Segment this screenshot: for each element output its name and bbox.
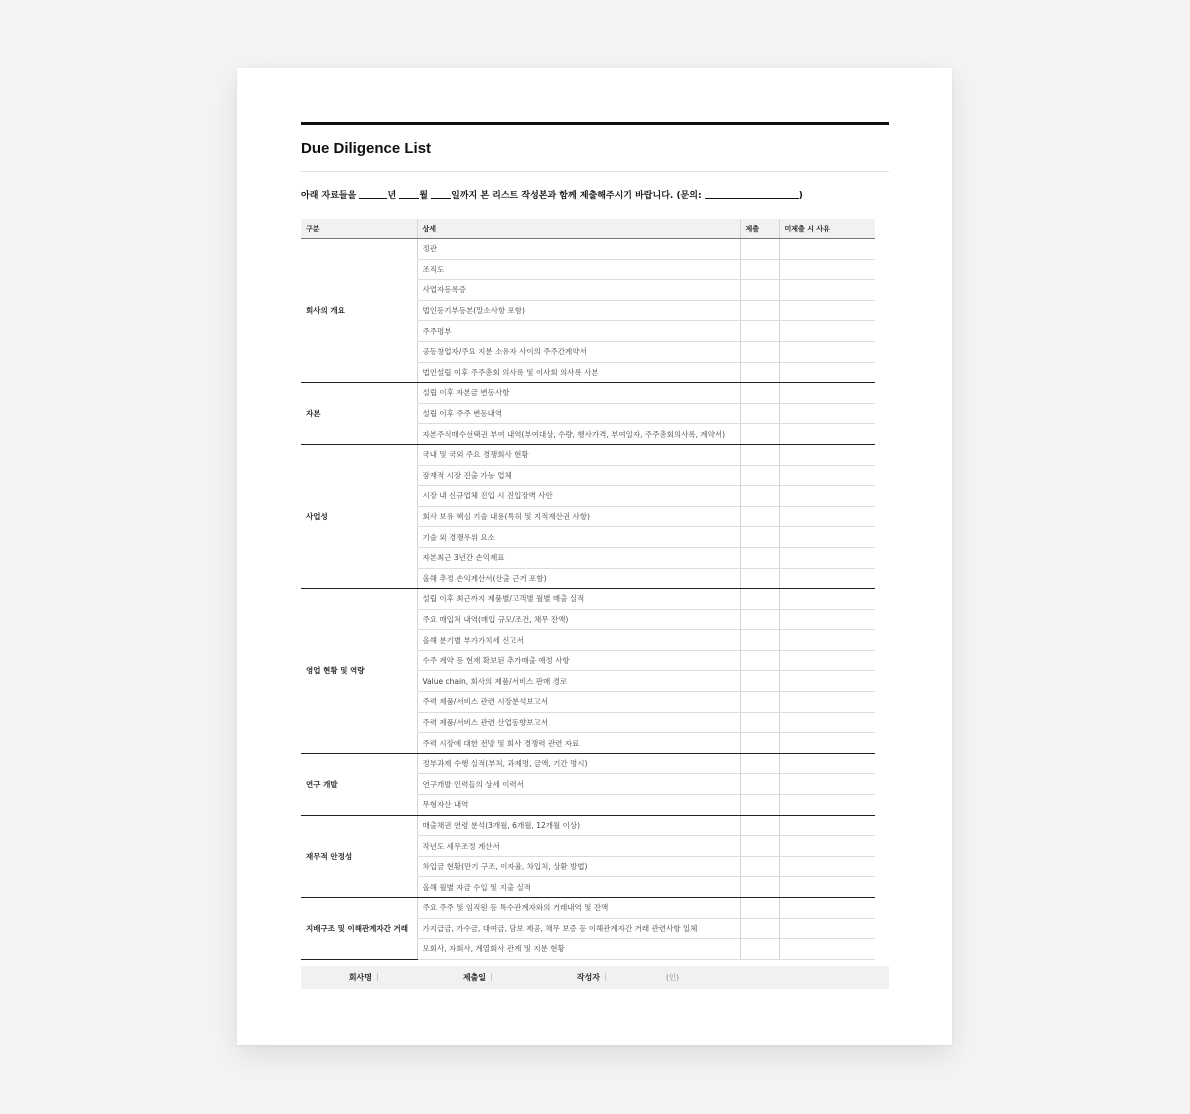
title-divider bbox=[301, 171, 889, 172]
submitted-cell[interactable] bbox=[740, 239, 779, 260]
detail-cell: 시장 내 신규업체 진입 시 진입장벽 사안 bbox=[417, 486, 740, 507]
checklist-table bbox=[301, 219, 875, 960]
reason-cell[interactable] bbox=[779, 527, 875, 548]
submitted-cell[interactable] bbox=[740, 444, 779, 465]
header-detail: 상세 bbox=[417, 219, 740, 239]
top-rule bbox=[301, 122, 889, 125]
reason-cell[interactable] bbox=[779, 547, 875, 568]
submitted-cell[interactable] bbox=[740, 527, 779, 548]
author-label: 작성자 bbox=[576, 972, 600, 982]
detail-cell: 주력 제품/서비스 관련 시장분석보고서 bbox=[417, 692, 740, 713]
reason-cell[interactable] bbox=[779, 877, 875, 898]
reason-cell[interactable] bbox=[779, 836, 875, 857]
submitted-cell[interactable] bbox=[740, 671, 779, 692]
table-body bbox=[301, 239, 875, 960]
submitted-cell[interactable] bbox=[740, 692, 779, 713]
detail-cell: 법인설립 이후 주주총회 의사록 및 이사회 의사록 사본 bbox=[417, 362, 740, 383]
detail-cell: 매출채권 연령 분석(3개월, 6개월, 12개월 이상) bbox=[417, 815, 740, 836]
detail-cell: 주요 주주 및 임직원 등 특수관계자와의 거래내역 및 잔액 bbox=[417, 898, 740, 919]
submitted-cell[interactable] bbox=[740, 856, 779, 877]
submitted-cell[interactable] bbox=[740, 300, 779, 321]
category-cell: 영업 현황 및 역량 bbox=[301, 589, 417, 754]
detail-cell: 설립 이후 최근까지 제품별/고객별 월별 매출 실적 bbox=[417, 589, 740, 610]
reason-cell[interactable] bbox=[779, 506, 875, 527]
submitted-cell[interactable] bbox=[740, 630, 779, 651]
reason-cell[interactable] bbox=[779, 403, 875, 424]
submitted-cell[interactable] bbox=[740, 362, 779, 383]
reason-cell[interactable] bbox=[779, 465, 875, 486]
month-blank[interactable] bbox=[399, 188, 419, 199]
reason-cell[interactable] bbox=[779, 280, 875, 301]
instruction-line bbox=[301, 188, 889, 202]
submitted-cell[interactable] bbox=[740, 877, 779, 898]
submitted-cell[interactable] bbox=[740, 589, 779, 610]
detail-cell: 주주명부 bbox=[417, 321, 740, 342]
detail-cell: 모회사, 자회사, 계열회사 관계 및 지분 현황 bbox=[417, 939, 740, 960]
reason-cell[interactable] bbox=[779, 774, 875, 795]
instruction-text-start: 아래 자료들을 bbox=[301, 191, 360, 201]
submitted-cell[interactable] bbox=[740, 650, 779, 671]
table-row bbox=[301, 589, 875, 610]
submitted-cell[interactable] bbox=[740, 383, 779, 404]
submitted-cell[interactable] bbox=[740, 259, 779, 280]
detail-cell: 정부과제 수행 실적(부처, 과제명, 금액, 기간 명시) bbox=[417, 753, 740, 774]
reason-cell[interactable] bbox=[779, 630, 875, 651]
day-blank[interactable] bbox=[431, 188, 451, 199]
detail-cell: 잠재적 시장 진출 가능 업체 bbox=[417, 465, 740, 486]
reason-cell[interactable] bbox=[779, 383, 875, 404]
reason-cell[interactable] bbox=[779, 692, 875, 713]
header-category: 구분 bbox=[301, 219, 417, 239]
detail-cell: 가지급금, 가수금, 대여금, 담보 제공, 채무 보증 등 이해관계자간 거래 관련사항 일체 bbox=[417, 918, 740, 939]
detail-cell: 정관 bbox=[417, 239, 740, 260]
reason-cell[interactable] bbox=[779, 898, 875, 919]
reason-cell[interactable] bbox=[779, 424, 875, 445]
reason-cell[interactable] bbox=[779, 939, 875, 960]
detail-cell: 올해 월별 자금 수입 및 지출 실적 bbox=[417, 877, 740, 898]
year-blank[interactable] bbox=[359, 188, 387, 199]
company-name-label: 회사명 bbox=[348, 972, 372, 982]
detail-cell: 설립 이후 자본금 변동사항 bbox=[417, 383, 740, 404]
submitted-cell[interactable] bbox=[740, 547, 779, 568]
detail-cell: 올해 분기별 부가가치세 신고서 bbox=[417, 630, 740, 651]
submitted-cell[interactable] bbox=[740, 712, 779, 733]
reason-cell[interactable] bbox=[779, 918, 875, 939]
reason-cell[interactable] bbox=[779, 362, 875, 383]
reason-cell[interactable] bbox=[779, 795, 875, 816]
detail-cell: 기술 외 경쟁우위 요소 bbox=[417, 527, 740, 548]
submitted-cell[interactable] bbox=[740, 795, 779, 816]
table-row bbox=[301, 383, 875, 404]
submit-date-label: 제출일 bbox=[462, 972, 486, 982]
submitted-cell[interactable] bbox=[740, 733, 779, 754]
footer-separator bbox=[377, 973, 378, 981]
category-cell: 재무적 안정성 bbox=[301, 815, 417, 897]
reason-cell[interactable] bbox=[779, 856, 875, 877]
document-title: Due Diligence List bbox=[301, 140, 432, 157]
table-row bbox=[301, 898, 875, 919]
category-cell: 회사의 개요 bbox=[301, 239, 417, 383]
submitted-cell[interactable] bbox=[740, 424, 779, 445]
contact-blank[interactable] bbox=[705, 188, 799, 199]
category-cell: 지배구조 및 이해관계자간 거래 bbox=[301, 898, 417, 960]
signature-footer bbox=[301, 966, 889, 989]
submitted-cell[interactable] bbox=[740, 939, 779, 960]
footer-separator bbox=[491, 973, 492, 981]
category-cell: 사업성 bbox=[301, 444, 417, 588]
submitted-cell[interactable] bbox=[740, 898, 779, 919]
instruction-text-main: 일까지 본 리스트 작성본과 함께 제출해주시기 바랍니다. (문의: bbox=[451, 191, 705, 201]
instruction-close: ) bbox=[798, 191, 803, 201]
detail-cell: 수주 계약 등 현재 확보된 추가매출 예정 사항 bbox=[417, 650, 740, 671]
reason-cell[interactable] bbox=[779, 259, 875, 280]
detail-cell: 연구개발 인력들의 상세 이력서 bbox=[417, 774, 740, 795]
submitted-cell[interactable] bbox=[740, 506, 779, 527]
reason-cell[interactable] bbox=[779, 815, 875, 836]
detail-cell: 차입금 현황(만기 구조, 이자율, 차입처, 상환 방법) bbox=[417, 856, 740, 877]
footer-separator bbox=[605, 973, 606, 981]
detail-cell: 무형자산 내역 bbox=[417, 795, 740, 816]
detail-cell: 국내 및 국외 주요 경쟁회사 현황 bbox=[417, 444, 740, 465]
table-header-row bbox=[301, 219, 875, 239]
reason-cell[interactable] bbox=[779, 753, 875, 774]
detail-cell: 설립 이후 주주 변동내역 bbox=[417, 403, 740, 424]
reason-cell[interactable] bbox=[779, 239, 875, 260]
document-page bbox=[237, 68, 952, 1045]
category-cell: 자본 bbox=[301, 383, 417, 445]
submitted-cell[interactable] bbox=[740, 321, 779, 342]
detail-cell: 주력 시장에 대한 전망 및 회사 경쟁력 관련 자료 bbox=[417, 733, 740, 754]
table-row bbox=[301, 239, 875, 260]
detail-cell: 회사 보유 핵심 기술 내용(특허 및 지적재산권 사항) bbox=[417, 506, 740, 527]
detail-cell: 법인등기부등본(말소사항 포함) bbox=[417, 300, 740, 321]
submitted-cell[interactable] bbox=[740, 486, 779, 507]
submitted-cell[interactable] bbox=[740, 568, 779, 589]
reason-cell[interactable] bbox=[779, 444, 875, 465]
reason-cell[interactable] bbox=[779, 650, 875, 671]
detail-cell: 자본주식매수선택권 부여 내역(부여대상, 수량, 행사가격, 부여일자, 주주총회의사록, 계약서) bbox=[417, 424, 740, 445]
submitted-cell[interactable] bbox=[740, 341, 779, 362]
submitted-cell[interactable] bbox=[740, 403, 779, 424]
reason-cell[interactable] bbox=[779, 568, 875, 589]
table-row bbox=[301, 753, 875, 774]
submitted-cell[interactable] bbox=[740, 465, 779, 486]
submitted-cell[interactable] bbox=[740, 609, 779, 630]
detail-cell: 공동창업자/주요 지분 소유자 사이의 주주간계약서 bbox=[417, 341, 740, 362]
reason-cell[interactable] bbox=[779, 733, 875, 754]
detail-cell: 작년도 세무조정 계산서 bbox=[417, 836, 740, 857]
year-label: 년 bbox=[387, 191, 397, 201]
category-cell: 연구 개발 bbox=[301, 753, 417, 815]
detail-cell: 조직도 bbox=[417, 259, 740, 280]
reason-cell[interactable] bbox=[779, 321, 875, 342]
reason-cell[interactable] bbox=[779, 486, 875, 507]
table-row bbox=[301, 444, 875, 465]
detail-cell: 올해 추정 손익계산서(산출 근거 포함) bbox=[417, 568, 740, 589]
reason-cell[interactable] bbox=[779, 712, 875, 733]
detail-cell: Value chain, 회사의 제품/서비스 판매 경로 bbox=[417, 671, 740, 692]
header-submitted: 제출 bbox=[740, 219, 779, 239]
submitted-cell[interactable] bbox=[740, 774, 779, 795]
header-reason: 미제출 시 사유 bbox=[779, 219, 875, 239]
table-row bbox=[301, 815, 875, 836]
submitted-cell[interactable] bbox=[740, 815, 779, 836]
submitted-cell[interactable] bbox=[740, 280, 779, 301]
submitted-cell[interactable] bbox=[740, 753, 779, 774]
detail-cell: 사업자등록증 bbox=[417, 280, 740, 301]
seal-mark: (인) bbox=[666, 972, 680, 982]
submitted-cell[interactable] bbox=[740, 918, 779, 939]
reason-cell[interactable] bbox=[779, 300, 875, 321]
submitted-cell[interactable] bbox=[740, 836, 779, 857]
reason-cell[interactable] bbox=[779, 609, 875, 630]
detail-cell: 자본최근 3년간 손익제표 bbox=[417, 547, 740, 568]
reason-cell[interactable] bbox=[779, 671, 875, 692]
detail-cell: 주요 매입처 내역(매입 규모/조건, 채무 잔액) bbox=[417, 609, 740, 630]
detail-cell: 주력 제품/서비스 관련 산업동향보고서 bbox=[417, 712, 740, 733]
reason-cell[interactable] bbox=[779, 341, 875, 362]
document-content bbox=[301, 122, 889, 989]
month-label: 월 bbox=[419, 191, 428, 201]
reason-cell[interactable] bbox=[779, 589, 875, 610]
